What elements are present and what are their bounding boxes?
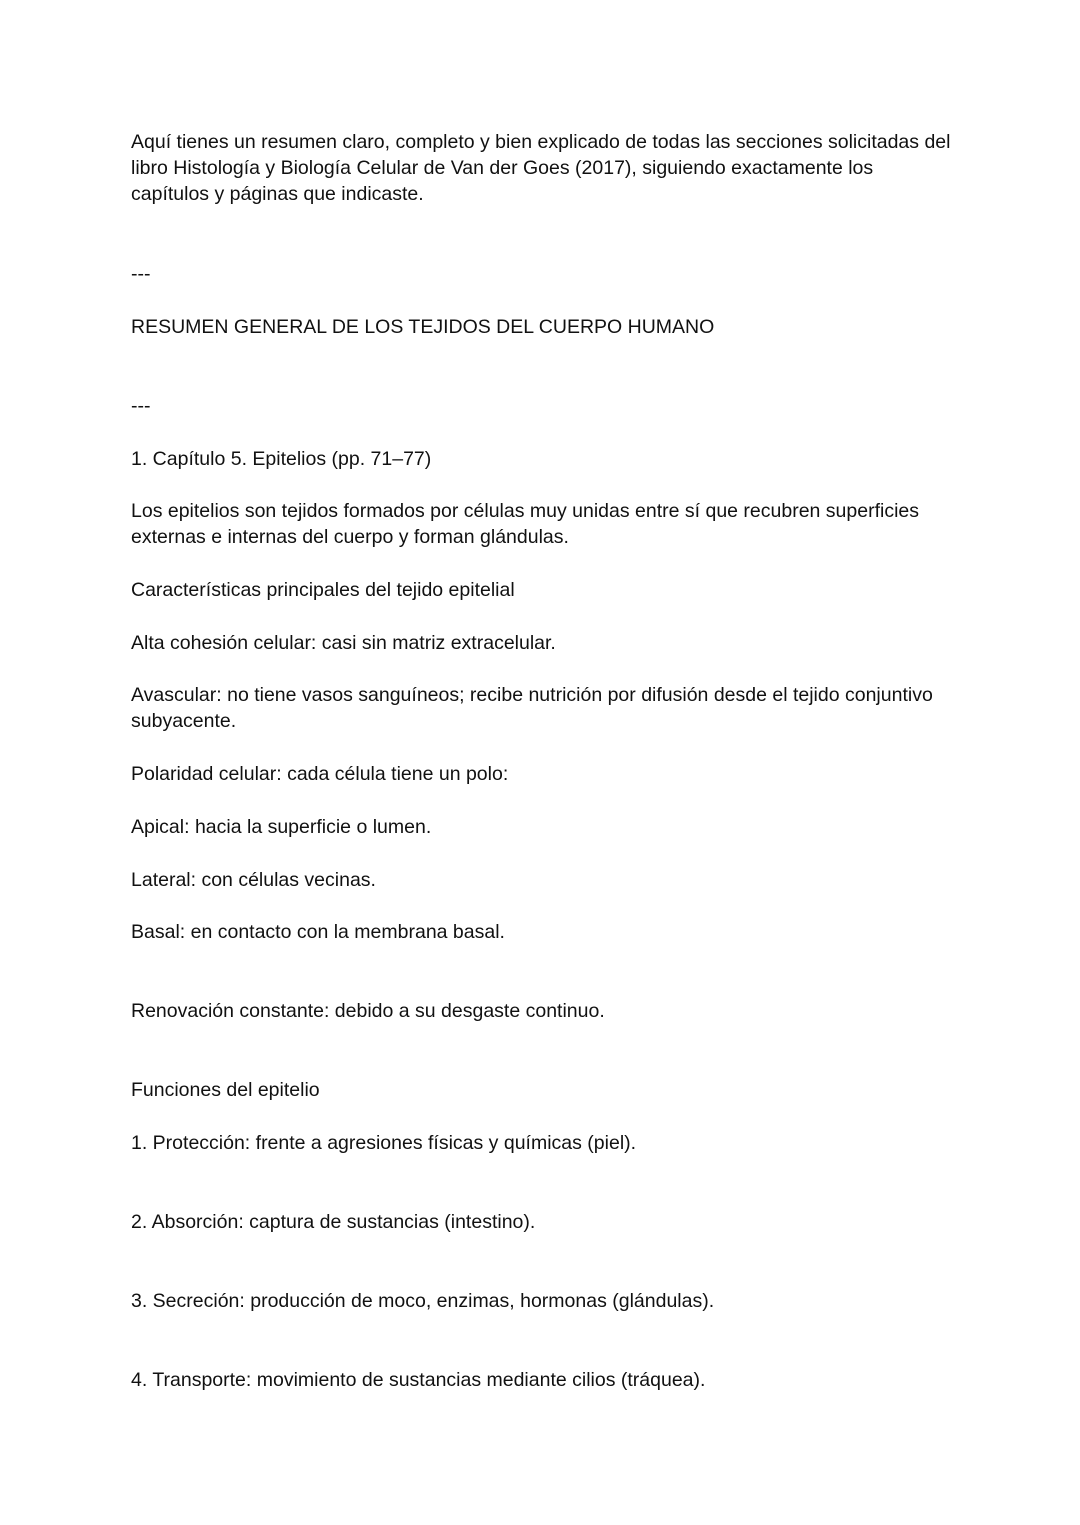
function-item: 4. Transporte: movimiento de sustancias mediante cilios (tráquea). <box>131 1369 706 1391</box>
separator: --- <box>131 395 151 417</box>
function-item: 2. Absorción: captura de sustancias (intestino). <box>131 1211 536 1233</box>
characteristic-item: Alta cohesión celular: casi sin matriz extracelular. <box>131 632 556 654</box>
chapter-heading: 1. Capítulo 5. Epitelios (pp. 71–77) <box>131 448 432 470</box>
chapter-intro-paragraph: Los epitelios son tejidos formados por células muy unidas entre sí que recubren superficies externas e internas del cuerpo y forman glándulas. <box>131 500 920 548</box>
characteristic-item: Lateral: con células vecinas. <box>131 869 376 891</box>
main-title: RESUMEN GENERAL DE LOS TEJIDOS DEL CUERPO HUMANO <box>131 316 715 338</box>
characteristic-item: Polaridad celular: cada célula tiene un polo: <box>131 763 509 785</box>
characteristic-item: Apical: hacia la superficie o lumen. <box>131 816 432 838</box>
function-item: 1. Protección: frente a agresiones físicas y químicas (piel). <box>131 1132 637 1154</box>
characteristic-item: Renovación constante: debido a su desgaste continuo. <box>131 1000 605 1022</box>
function-item: 3. Secreción: producción de moco, enzimas, hormonas (glándulas). <box>131 1290 715 1312</box>
characteristic-item: Avascular: no tiene vasos sanguíneos; recibe nutrición por difusión desde el tejido conjuntivo subyacente. <box>131 684 933 732</box>
intro-paragraph: Aquí tienes un resumen claro, completo y bien explicado de todas las secciones solicitadas del libro Histología y Biología Celular de Van der Goes (2017), siguiendo exactamente los capítulos y páginas que indicaste. <box>131 131 951 205</box>
separator: --- <box>131 263 151 285</box>
functions-heading: Funciones del epitelio <box>131 1079 320 1101</box>
characteristics-heading: Características principales del tejido epitelial <box>131 579 515 601</box>
characteristic-item: Basal: en contacto con la membrana basal. <box>131 921 505 943</box>
